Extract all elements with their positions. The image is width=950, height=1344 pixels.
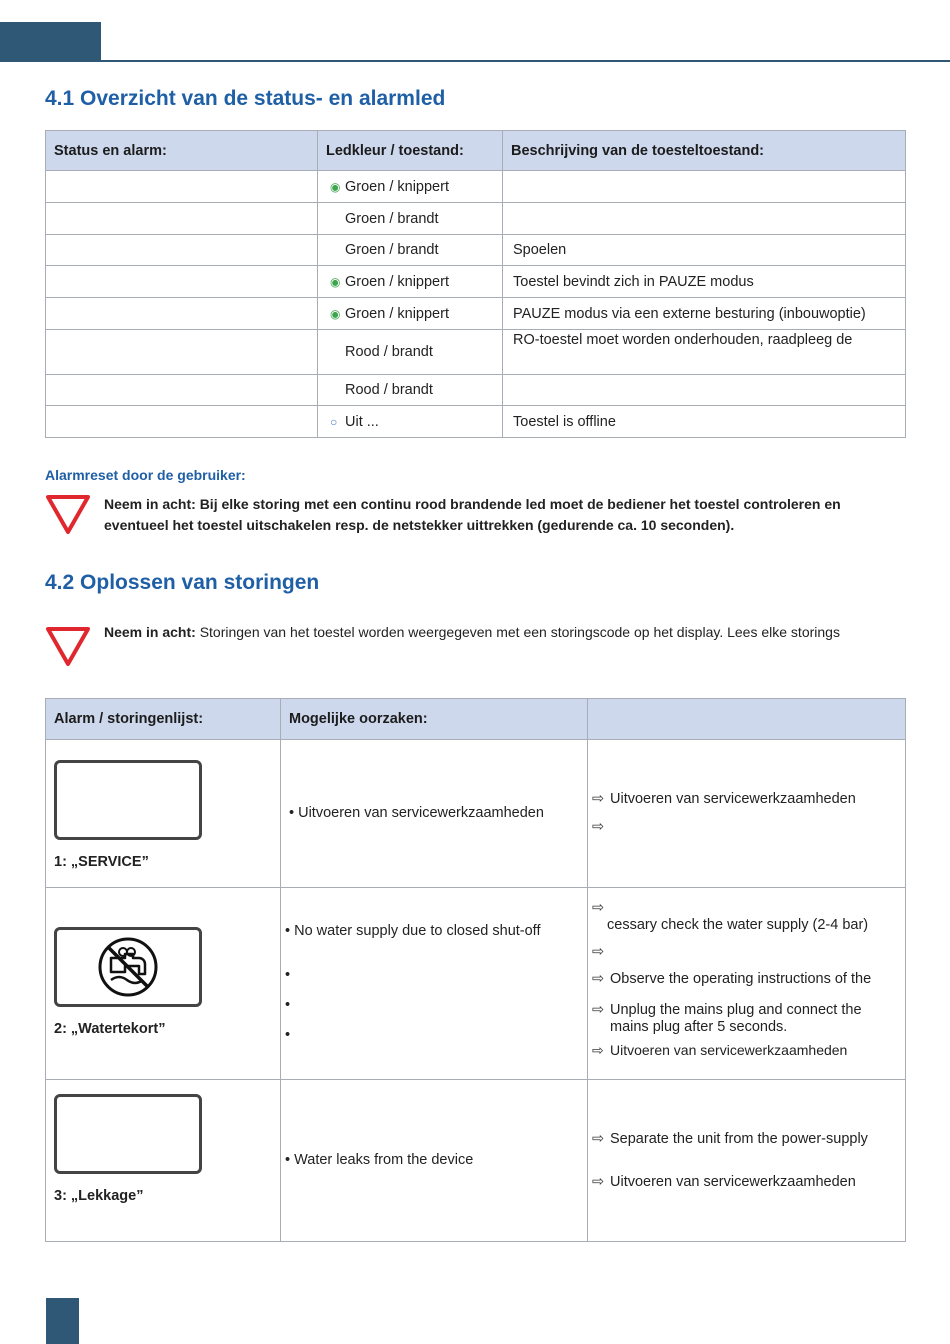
- header-status-alarm: Status en alarm:: [46, 131, 318, 171]
- status-led-row: [46, 375, 906, 406]
- cause-item: • Uitvoeren van servicewerkzaamheden: [289, 805, 544, 821]
- led-cell: [318, 235, 503, 266]
- description-cell: [503, 171, 906, 203]
- footer-color-block: [46, 1298, 79, 1344]
- alarm-reset-heading: Alarmreset door de gebruiker:: [45, 467, 246, 483]
- alarm-reset-note: Neem in acht: Bij elke storing met een continu rood brandende led moet de bediener het toestel controleren en eventueel het toestel uitschakelen resp. de netstekker uittrekken (gedurende ca. 10 seconden).: [104, 496, 841, 533]
- warning-triangle-icon: [45, 494, 91, 536]
- status-led-row: [46, 171, 906, 203]
- arrow-right-icon: ⇨: [592, 1042, 604, 1058]
- status-led-row: [46, 266, 906, 298]
- header-remedy: [588, 699, 906, 740]
- led-state-label: Rood / brandt: [345, 344, 433, 360]
- green-blink-icon: ◉: [330, 306, 341, 321]
- note-label: Neem in acht:: [104, 624, 196, 640]
- led-state-label: Groen / knippert: [345, 178, 449, 195]
- fault-table: [45, 698, 906, 1242]
- led-state-label: Rood / brandt: [345, 382, 433, 398]
- status-cell: [46, 266, 318, 298]
- fault-row-lekkage: [46, 1080, 906, 1242]
- action-item: ⇨ Uitvoeren van servicewerkzaamheden: [592, 1173, 856, 1190]
- status-cell: [46, 330, 318, 375]
- led-cell: [318, 203, 503, 235]
- green-blink-icon: ◉: [330, 274, 341, 289]
- description-cell: Toestel is offline: [503, 406, 906, 438]
- led-state-label: Groen / brandt: [345, 210, 439, 227]
- led-state-label: Groen / knippert: [345, 305, 449, 322]
- arrow-right-icon: ⇨: [592, 944, 605, 960]
- arrow-right-icon: ⇨: [592, 1002, 605, 1018]
- section-title-troubleshooting: 4.2 Oplossen van storingen: [45, 571, 320, 594]
- action-item: ⇨ Uitvoeren van servicewerkzaamheden: [592, 1042, 848, 1058]
- fault-table-header: [46, 699, 906, 740]
- description-cell: Toestel bevindt zich in PAUZE modus: [503, 266, 906, 298]
- header-alarm-list: Alarm / storingenlijst:: [46, 699, 281, 740]
- description-cell: Spoelen: [503, 235, 906, 266]
- status-cell: [46, 235, 318, 266]
- description-cell: PAUZE modus via een externe besturing (inbouwoptie): [503, 298, 906, 330]
- display-frame: [54, 760, 202, 840]
- led-cell: [318, 375, 503, 406]
- header-description: Beschrijving van de toesteltoestand:: [503, 131, 906, 171]
- arrow-right-icon: ⇨: [592, 819, 605, 835]
- led-cell: [318, 298, 503, 330]
- troubleshooting-note: [104, 622, 894, 643]
- action-item: ⇨ Observe the operating instructions of the: [592, 971, 872, 987]
- status-cell: [46, 375, 318, 406]
- fault-code-label: 1: „SERVICE”: [54, 854, 149, 870]
- action-item-continued: cessary check the water supply (2-4 bar): [607, 917, 869, 933]
- note-text: Storingen van het toestel worden weergegeven met een storingscode op het display. Lees elke storings: [195, 624, 840, 640]
- status-led-row: [46, 203, 906, 235]
- status-cell: [46, 203, 318, 235]
- action-item: ⇨ Unplug the mains plug and connect the mains plug after 5 seconds.: [592, 1002, 862, 1035]
- warning-triangle-icon: [45, 626, 91, 668]
- off-circle-icon: ○: [330, 414, 338, 429]
- action-item: ⇨ Uitvoeren van servicewerkzaamheden: [592, 791, 856, 807]
- header-rule: [0, 60, 950, 62]
- status-led-row: [46, 406, 906, 438]
- cause-item: •: [285, 997, 291, 1013]
- fault-code-label: 2: „Watertekort”: [54, 1021, 166, 1037]
- action-item: [592, 944, 905, 961]
- green-blink-icon: ◉: [330, 179, 341, 194]
- status-cell: [46, 406, 318, 438]
- cause-item: •: [285, 1027, 291, 1043]
- action-item: ⇨ Separate the unit from the power-supply: [592, 1130, 868, 1147]
- arrow-right-icon: ⇨: [592, 1173, 605, 1190]
- led-cell: [318, 406, 503, 438]
- arrow-right-icon: ⇨: [592, 900, 605, 916]
- led-cell: [318, 266, 503, 298]
- arrow-right-icon: ⇨: [592, 971, 605, 987]
- fault-row-service: [46, 740, 906, 888]
- led-cell: [318, 171, 503, 203]
- description-cell: [503, 375, 906, 406]
- status-led-row: [46, 298, 906, 330]
- display-frame: [54, 1094, 202, 1174]
- status-led-row: [46, 235, 906, 266]
- status-cell: [46, 171, 318, 203]
- led-state-label: Groen / brandt: [345, 242, 439, 258]
- fault-code-label: 3: „Lekkage”: [54, 1188, 144, 1204]
- led-state-label: Groen / knippert: [345, 273, 449, 290]
- cause-item: • Water leaks from the device: [285, 1152, 474, 1168]
- no-water-tap-icon: [97, 936, 159, 998]
- status-led-table: [45, 130, 906, 438]
- section-title-status-led: 4.1 Overzicht van de status- en alarmled: [45, 87, 446, 110]
- action-item: [592, 900, 905, 917]
- cause-item: •: [285, 967, 291, 983]
- led-state-label: Uit ...: [345, 413, 379, 430]
- fault-row-watertekort: [46, 888, 906, 1080]
- cause-item: • No water supply due to closed shut-off: [285, 923, 541, 939]
- action-item: [592, 819, 905, 836]
- status-cell: [46, 298, 318, 330]
- arrow-right-icon: ⇨: [592, 1130, 605, 1147]
- status-led-row: [46, 330, 906, 375]
- display-frame: [54, 927, 202, 1007]
- description-cell: RO-toestel moet worden onderhouden, raadpleeg de: [503, 330, 906, 375]
- header-color-block: [0, 22, 101, 61]
- arrow-right-icon: ⇨: [592, 791, 605, 807]
- header-led-color: Ledkleur / toestand:: [318, 131, 503, 171]
- led-cell: [318, 330, 503, 375]
- header-possible-causes: Mogelijke oorzaken:: [281, 699, 588, 740]
- description-cell: [503, 203, 906, 235]
- status-led-table-header: [46, 131, 906, 171]
